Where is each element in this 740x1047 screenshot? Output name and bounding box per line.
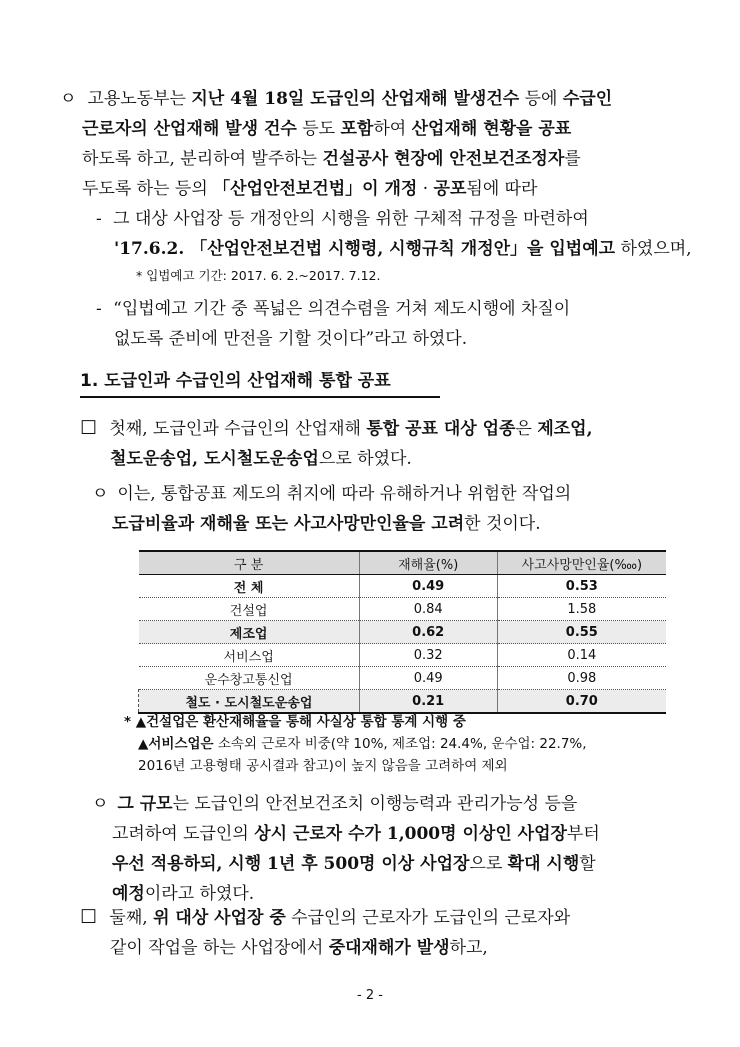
text: 는 도급인의 안전보건조치 이행능력과 관리가능성 등을 <box>172 794 578 814</box>
bullet-marker: ㅇ <box>92 484 109 504</box>
table-header: 사고사망만인율(‱) <box>497 551 666 575</box>
paragraph-first <box>0 413 740 474</box>
text: 이라고 하였다. <box>144 884 255 904</box>
text: 같이 작업을 하는 사업장에서 <box>110 938 329 958</box>
text: 으로 <box>469 854 508 874</box>
text: 고용노동부는 <box>87 89 192 109</box>
text: 그 대상 사업장 등 개정안의 시행을 위한 구체적 규정을 마련하여 <box>113 209 589 229</box>
section-heading: 1. 도급인과 수급인의 산업재해 통합 공표 <box>80 368 440 398</box>
table-header: 재해율(%) <box>359 551 497 575</box>
sub-item-2 <box>0 294 740 354</box>
table-cell: 0.70 <box>497 690 666 714</box>
paragraph-second <box>0 902 740 963</box>
text: 이는, 통합공표 제도의 취지에 따라 유해하거나 위험한 작업의 <box>117 484 572 504</box>
text-bold: 제조업, <box>537 419 593 439</box>
notice-period-note: * 입법예고 기간: 2017. 6. 2.~2017. 7.12. <box>136 268 381 283</box>
text-bold: 예정 <box>112 884 145 904</box>
text: 은 <box>515 419 538 439</box>
table-cell: 철도 · 도시철도운송업 <box>139 690 360 714</box>
table-cell: 0.55 <box>497 621 666 644</box>
text-bold: 공포 <box>433 179 467 199</box>
bullet-marker: ㅇ <box>60 89 77 109</box>
table-cell: 1.58 <box>497 598 666 621</box>
dash-marker: - <box>96 299 102 319</box>
text: 없도록 준비에 만전을 기할 것이다”라고 하였다. <box>114 329 468 349</box>
table-cell: 0.84 <box>359 598 497 621</box>
dash-marker: - <box>96 209 102 229</box>
table-header-row <box>139 551 667 575</box>
text-bold: 산업재해 현황을 공표 <box>411 119 572 139</box>
text-bold: 우선 적용하되, 시행 1년 후 500명 이상 사업장 <box>112 854 470 874</box>
text: 할 <box>579 854 596 874</box>
text: · <box>417 179 434 199</box>
table-cell: 운수창고통신업 <box>139 667 360 690</box>
note-text-bold: ▲서비스업은 <box>138 736 214 752</box>
text: 한 것이다. <box>464 514 541 534</box>
text-bold: 통합 공표 대상 업종 <box>366 419 516 439</box>
text-bold: 「산업안전보건법」이 개정 <box>213 179 418 199</box>
table-notes <box>0 711 740 777</box>
text: 등도 <box>296 119 341 139</box>
table-row <box>139 598 667 621</box>
text: 부터 <box>566 824 600 844</box>
text-bold: 그 규모 <box>117 794 173 814</box>
text-bold: 철도운송업, 도시철도운송업 <box>110 449 319 469</box>
table-cell: 전 체 <box>139 575 360 598</box>
text: 으로 하였다. <box>318 449 412 469</box>
text: 둘째, <box>109 908 154 928</box>
note-text: 2016년 고용형태 공시결과 참고)이 높지 않음을 고려하여 제외 <box>138 758 508 774</box>
text: 하도록 하고, 분리하여 발주하는 <box>82 149 323 169</box>
checkbox-marker: ☐ <box>80 906 98 928</box>
table-cell: 0.49 <box>359 667 497 690</box>
text-bold: '17.6.2. 「산업안전보건법 시행령, 시행규칙 개정안」을 입법예고 <box>114 239 616 259</box>
text: 고려하여 도급인의 <box>112 824 255 844</box>
table-cell: 0.98 <box>497 667 666 690</box>
table-cell: 0.49 <box>359 575 497 598</box>
table-cell: 0.14 <box>497 644 666 667</box>
table-cell: 제조업 <box>139 621 360 644</box>
text-bold: 상시 근로자 수가 1,000명 이상인 사업장 <box>254 824 567 844</box>
note-text: 소속외 근로자 비중(약 10%, 제조업: 24.4%, 운수업: 22.7%, <box>213 736 587 752</box>
text-bold: 중대재해가 발생 <box>328 938 450 958</box>
paragraph-scope <box>0 789 740 909</box>
table-cell: 건설업 <box>139 598 360 621</box>
text: 하였으며, <box>615 239 692 259</box>
table-row <box>139 690 667 714</box>
text-bold: 도급비율과 재해율 또는 사고사망만인율을 고려 <box>112 514 465 534</box>
text: 수급인의 근로자가 도급인의 근로자와 <box>285 908 571 928</box>
page-number: - 2 - <box>357 988 383 1003</box>
text-bold: 지난 4월 18일 도급인의 산업재해 발생건수 <box>191 89 520 109</box>
table-cell: 0.21 <box>359 690 497 714</box>
text: 하고, <box>449 938 488 958</box>
table-cell: 0.32 <box>359 644 497 667</box>
text-bold: 건설공사 현장에 안전보건조정자 <box>322 149 565 169</box>
table-row <box>139 644 667 667</box>
table-row <box>139 667 667 690</box>
text: 두도록 하는 등의 <box>82 179 214 199</box>
checkbox-marker: ☐ <box>80 417 98 439</box>
table-cell: 0.62 <box>359 621 497 644</box>
table-cell: 서비스업 <box>139 644 360 667</box>
table-cell: 0.53 <box>497 575 666 598</box>
bullet-marker: ㅇ <box>92 794 109 814</box>
text-bold: 확대 시행 <box>507 854 580 874</box>
statistics-table <box>138 550 666 714</box>
table-row <box>139 575 667 598</box>
note-text: * ▲건설업은 <box>124 714 204 730</box>
intro-paragraph <box>0 84 740 204</box>
sub-item-1 <box>0 204 740 286</box>
text-bold: 수급인 <box>562 89 613 109</box>
text: 첫째, 도급인과 수급인의 산업재해 <box>109 419 367 439</box>
table-row <box>139 621 667 644</box>
paragraph-first-detail <box>0 479 740 539</box>
table-header: 구 분 <box>139 551 360 575</box>
text: 됨에 따라 <box>466 179 538 199</box>
text: 하여 <box>373 119 412 139</box>
text: 등에 <box>519 89 563 109</box>
text-bold: 포함 <box>340 119 374 139</box>
text: 를 <box>564 149 581 169</box>
note-text-bold: 환산재해율을 통해 사실상 통합 통계 시행 중 <box>203 714 466 730</box>
text: “입법예고 기간 중 폭넓은 의견수렴을 거쳐 제도시행에 차질이 <box>113 299 571 319</box>
text-bold: 근로자의 산업재해 발생 건수 <box>82 119 297 139</box>
text-bold: 위 대상 사업장 중 <box>153 908 286 928</box>
